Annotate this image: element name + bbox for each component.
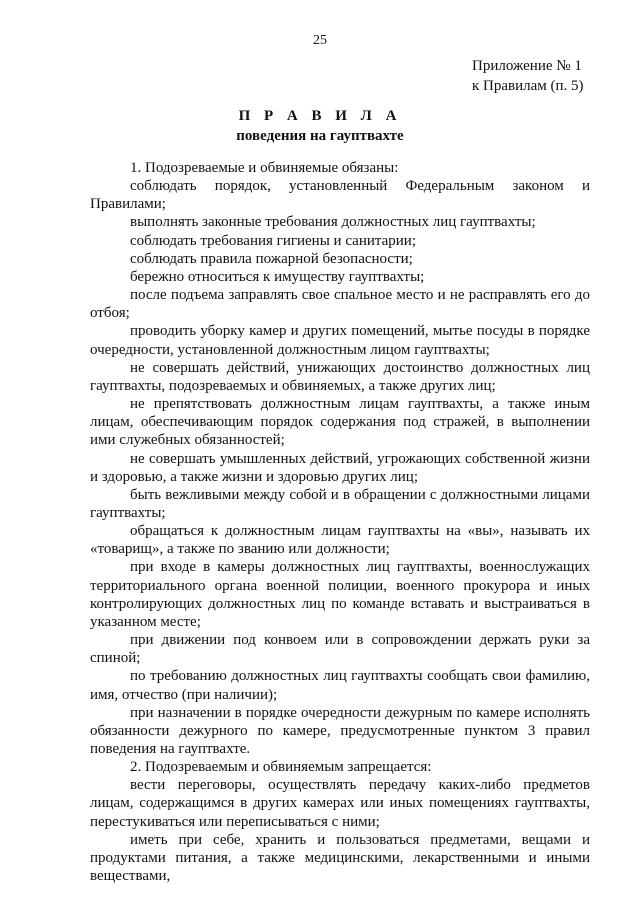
document-title: П Р А В И Л А <box>238 108 402 124</box>
paragraph: после подъема заправлять свое спальное место и не расправлять его до отбоя; <box>90 287 590 322</box>
paragraph: бережно относиться к имуществу гауптвахты; <box>130 268 425 285</box>
appendix-line-2: к Правилам (п. 5) <box>472 78 584 94</box>
paragraph: не совершать действий, унижающих достоинство должностных лиц гауптвахты, подозреваемых и обвиняемых, а также других лиц; <box>90 359 590 394</box>
paragraph: 2. Подозреваемым и обвиняемым запрещается: <box>130 759 432 776</box>
paragraph: при назначении в порядке очередности дежурным по камере исполнять обязанности дежурного по камере, предусмотренные пунктом 3 правил поведения на гауптвахте. <box>90 704 590 757</box>
paragraph: иметь при себе, хранить и пользоваться предметами, вещами и продуктами питания, а также медицинскими, лекарственными и иными веществами, <box>90 831 590 885</box>
paragraph: соблюдать правила пожарной безопасности; <box>130 250 413 267</box>
paragraph: соблюдать требования гигиены и санитарии; <box>130 232 416 249</box>
document-subtitle: поведения на гауптвахте <box>236 128 404 144</box>
document-body <box>90 159 590 885</box>
appendix-reference <box>472 56 584 96</box>
paragraph: выполнять законные требования должностных лиц гауптвахты; <box>130 214 536 231</box>
paragraph: быть вежливыми между собой и в обращении с должностными лицами гауптвахты; <box>90 486 590 521</box>
appendix-line-1: Приложение № 1 <box>472 58 582 74</box>
paragraph: обращаться к должностным лицам гауптвахты на «вы», называть их «товарищ», а также по званию или должности; <box>90 523 590 558</box>
paragraph: не совершать умышленных действий, угрожающих собственной жизни и здоровью, а также жизни и здоровью других лиц; <box>90 450 590 485</box>
paragraph: проводить уборку камер и других помещений, мытье посуды в порядке очередности, установленной должностным лицом гауптвахты; <box>90 323 590 358</box>
paragraph: соблюдать порядок, установленный Федеральным законом и Правилами; <box>90 178 590 213</box>
page-number: 25 <box>313 33 327 48</box>
paragraph: 1. Подозреваемые и обвиняемые обязаны: <box>130 160 399 176</box>
paragraph: по требованию должностных лиц гауптвахты сообщать свои фамилию, имя, отчество (при наличии); <box>90 668 590 703</box>
paragraph: не препятствовать должностным лицам гауптвахты, а также иным лицам, обеспечивающим порядок содержания под стражей, в выполнении ими служебных обязанностей; <box>90 396 590 449</box>
paragraph: при движении под конвоем или в сопровождении держать руки за спиной; <box>90 632 590 667</box>
paragraph: вести переговоры, осуществлять передачу каких-либо предметов лицам, содержащимся в других камерах или иных помещениях гауптвахты, перестукиваться или переписываться с ними; <box>90 777 590 830</box>
paragraph: при входе в камеры должностных лиц гауптвахты, военнослужащих территориального органа военной полиции, военного прокурора и иных контролирующих должностных лиц по команде вставать и выстраиваться в указанном месте; <box>90 559 590 630</box>
